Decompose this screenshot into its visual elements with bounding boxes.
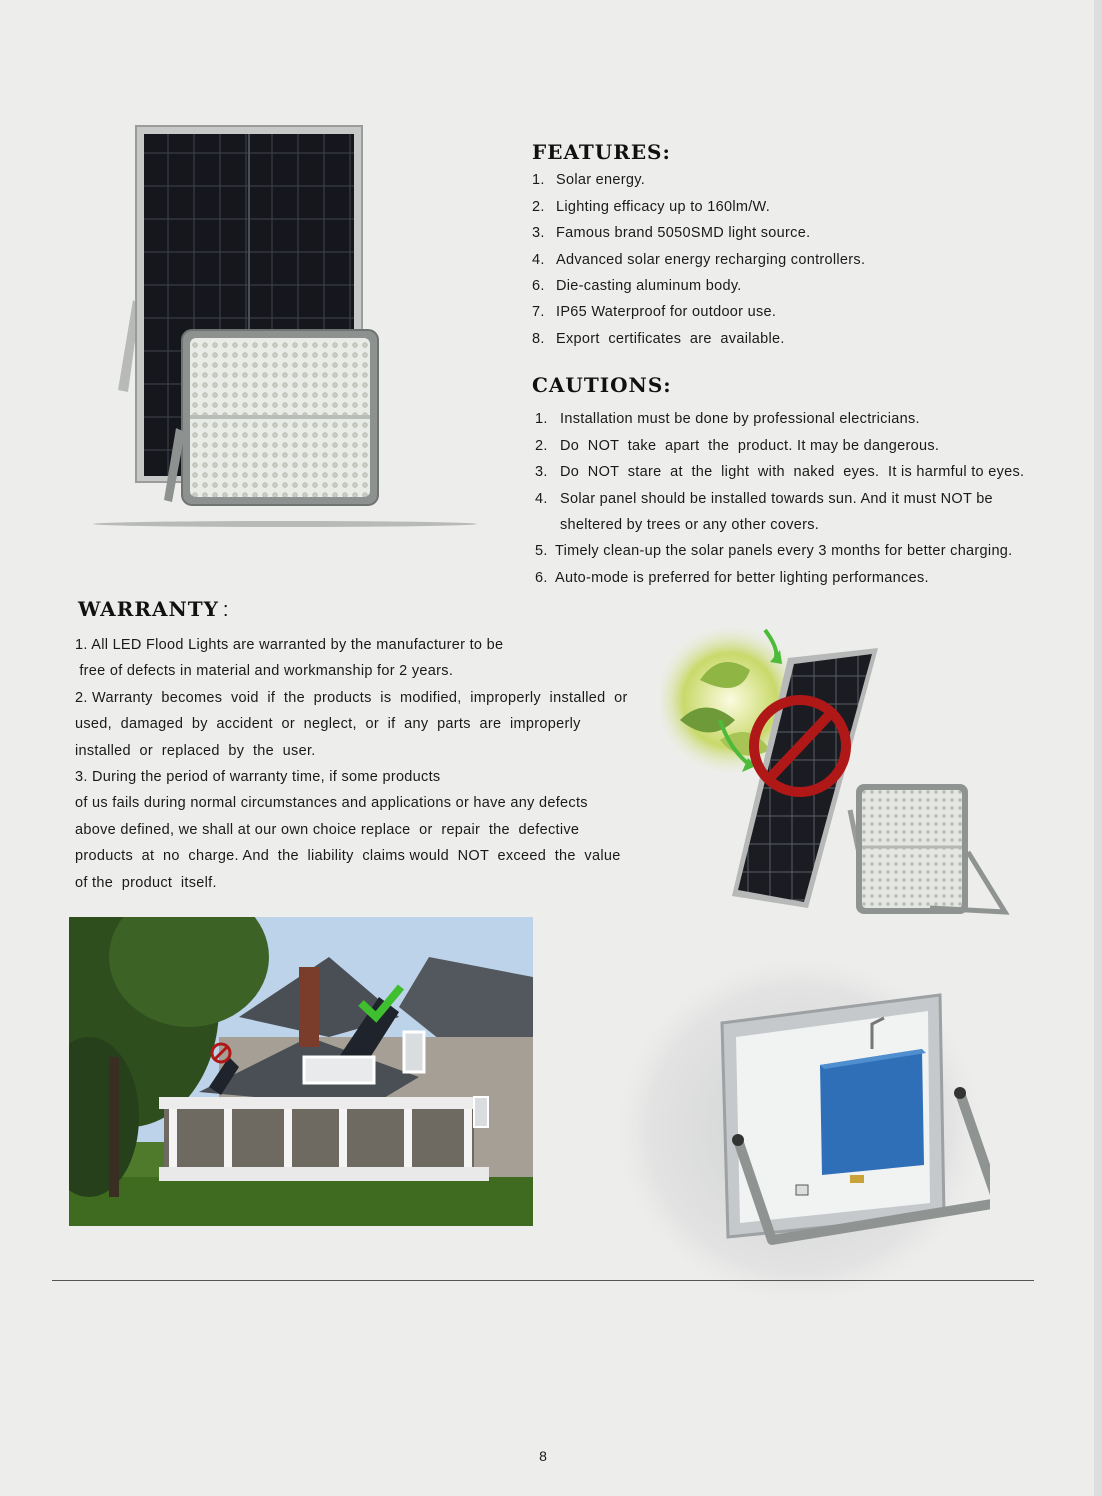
solar-panel-product-image <box>90 120 490 535</box>
caution-item-text: sheltered by trees or any other covers. <box>560 517 820 533</box>
caution-item-number: 2. <box>535 438 548 454</box>
caution-item <box>535 543 1013 559</box>
warranty-heading-text: WARRANTY <box>78 597 219 621</box>
warranty-heading <box>78 597 229 622</box>
warranty-line: used, damaged by accident or neglect, or if any parts are improperly <box>75 716 581 733</box>
feature-item-number: 1. <box>532 172 545 188</box>
feature-item-text: IP65 Waterproof for outdoor use. <box>556 304 777 320</box>
footer-divider <box>52 1280 1034 1281</box>
feature-item-number: 4. <box>532 252 545 268</box>
cautions-heading: CAUTIONS: <box>532 373 672 397</box>
warranty-line: free of defects in material and workmanship for 2 years. <box>75 663 454 680</box>
house-installation-photo <box>69 917 533 1226</box>
caution-item-text: Do NOT take apart the product. It may be dangerous. <box>560 438 940 454</box>
feature-item-number: 7. <box>532 304 545 320</box>
feature-item <box>532 331 785 347</box>
feature-item <box>532 252 865 268</box>
feature-item <box>532 225 810 241</box>
caution-item-number: 5. <box>535 543 548 559</box>
feature-item-text: Solar energy. <box>556 172 646 188</box>
feature-item <box>532 278 742 294</box>
feature-item <box>532 172 645 188</box>
warranty-line: 2. Warranty becomes void if the products is modified, improperly installed or <box>75 689 628 706</box>
caution-item <box>535 411 920 427</box>
page-edge-shadow <box>1094 0 1102 1496</box>
warranty-line: 1. All LED Flood Lights are warranted by the manufacturer to be <box>75 637 504 653</box>
caution-item-text: Installation must be done by professional electricians. <box>560 411 920 427</box>
warranty-line: products at no charge. And the liability claims would NOT exceed the value <box>75 848 621 865</box>
caution-item <box>535 517 819 533</box>
features-heading: FEATURES: <box>532 140 671 164</box>
caution-item-text: Do NOT stare at the light with naked eyes. It is harmful to eyes. <box>560 464 1025 480</box>
feature-item-number: 6. <box>532 278 545 294</box>
warranty-line: 3. During the period of warranty time, if some products <box>75 769 441 785</box>
caution-item <box>535 491 993 507</box>
caution-item-text: Auto-mode is preferred for better lighting performances. <box>555 570 929 586</box>
feature-item-text: Advanced solar energy recharging controllers. <box>556 252 866 268</box>
caution-item <box>535 438 939 454</box>
feature-item-number: 3. <box>532 225 545 241</box>
page-number: 8 <box>539 1448 547 1464</box>
warranty-line: of the product itself. <box>75 874 217 891</box>
feature-item-number: 2. <box>532 199 545 215</box>
warranty-line: above defined, we shall at our own choice replace or repair the defective <box>75 821 580 838</box>
caution-item-number: 6. <box>535 570 548 586</box>
shaded-panel-illustration <box>660 620 1010 920</box>
caution-item <box>535 464 1024 480</box>
caution-item-text: Timely clean-up the solar panels every 3 months for better charging. <box>555 543 1013 559</box>
caution-item-number: 1. <box>535 411 548 427</box>
feature-item-text: Die-casting aluminum body. <box>556 278 742 294</box>
feature-item-text: Export certificates are available. <box>556 331 785 347</box>
warranty-line: of us fails during normal circumstances and applications or have any defects <box>75 795 588 812</box>
caution-item-number: 4. <box>535 491 548 507</box>
feature-item-text: Lighting efficacy up to 160lm/W. <box>556 199 771 215</box>
feature-item-text: Famous brand 5050SMD light source. <box>556 225 811 241</box>
warranty-line: installed or replaced by the user. <box>75 742 316 759</box>
flood-light-back-view <box>610 945 990 1315</box>
warranty-heading-colon: : <box>222 599 230 621</box>
caution-item <box>535 570 929 586</box>
caution-item-text: Solar panel should be installed towards sun. And it must NOT be <box>560 491 993 507</box>
feature-item <box>532 304 776 320</box>
caution-item-number: 3. <box>535 464 548 480</box>
feature-item-number: 8. <box>532 331 545 347</box>
feature-item <box>532 199 770 215</box>
